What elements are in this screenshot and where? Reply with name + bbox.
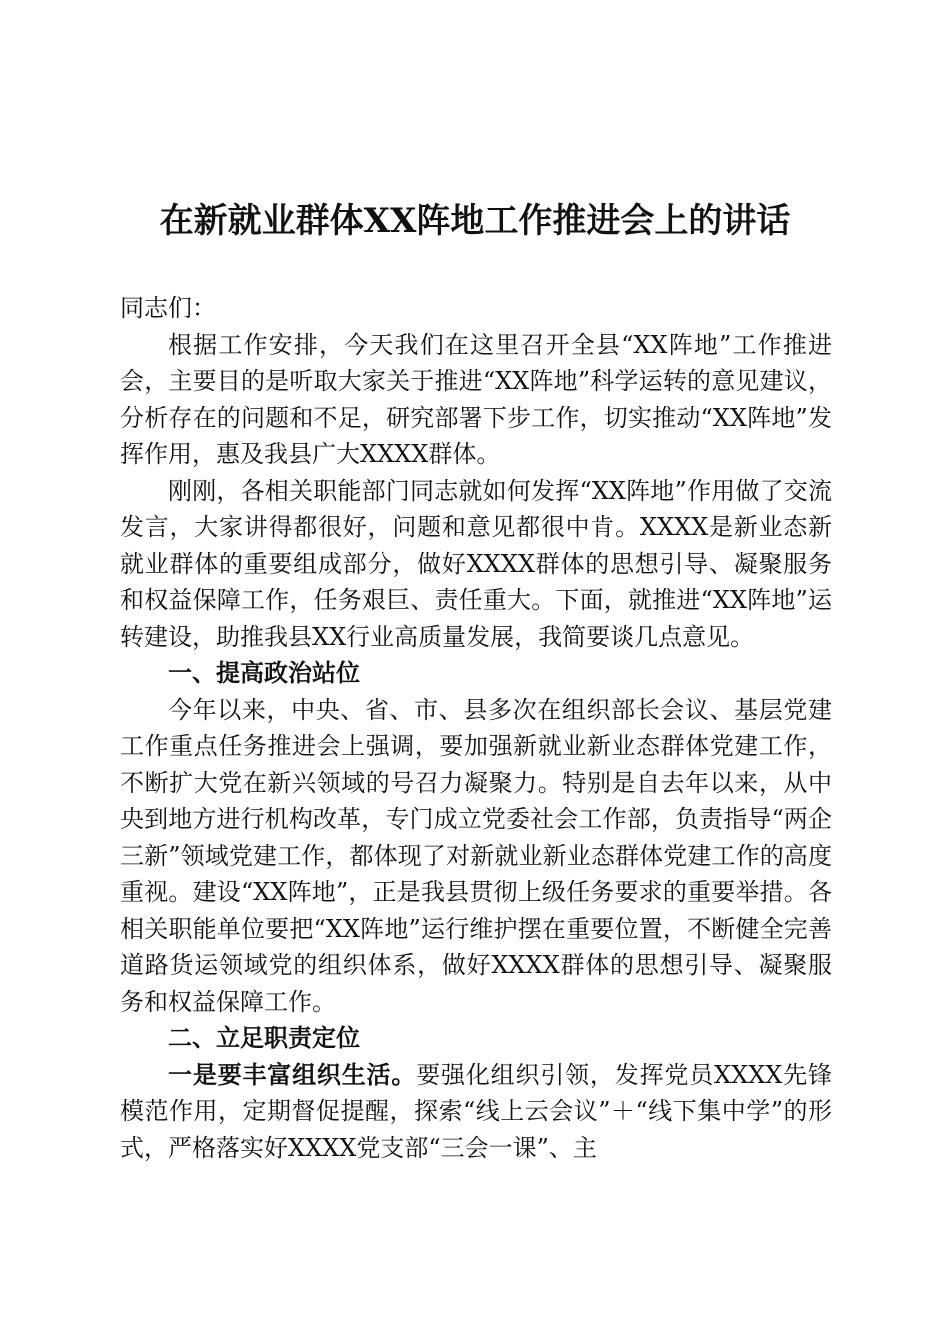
document-title: 在新就业群体XX阵地工作推进会上的讲话 xyxy=(159,201,791,241)
paragraph-intro: 根据工作安排，今天我们在这里召开全县“XX阵地”工作推进会，主要目的是听取大家关于推进“XX阵地”科学运转的意见建议，分析存在的问题和不足，研究部署下步工作，切实推动“XX阵地”发挥作用，惠及我县广大XXXX群体。 xyxy=(120,330,832,468)
section-2-paragraph xyxy=(120,1057,832,1167)
section-1-body: 今年以来，中央、省、市、县多次在组织部长会议、基层党建工作重点任务推进会上强调，要加强新就业新业态群体党建工作，不断扩大党在新兴领域的号召力凝聚力。特别是自去年以来，从中央到地方进行机构改革，专门成立党委社会工作部，负责指导“两企三新”领域党建工作，都体现了对新就业新业态群体党建工作的高度重视。建设“XX阵地”，正是我县贯彻上级任务要求的重要举措。各相关职能单位要把“XX阵地”运行维护摆在重要位置，不断健全完善道路货运领域党的组织体系，做好XXXX群体的思想引导、凝聚服务和权益保障工作。 xyxy=(120,695,832,1016)
salutation: 同志们： xyxy=(120,294,216,322)
paragraph-overview: 刚刚，各相关职能部门同志就如何发挥“XX阵地”作用做了交流发言，大家讲得都很好，问题和意见都很中肯。XXXX是新业态新就业群体的重要组成部分，做好XXXX群体的思想引导、凝聚服务和权益保障工作，任务艰巨、责任重大。下面，就推进“XX阵地”运转建设，助推我县XX行业高质量发展，我简要谈几点意见。 xyxy=(120,476,832,651)
document-body xyxy=(120,290,832,1166)
section-2-body: 要强化组织引领，发挥党员XXXX先锋模范作用，定期督促提醒，探索“线上云会议”＋“线下集中学”的形式，严格落实好XXXX党支部“三会一课”、主 xyxy=(120,1060,833,1162)
section-2-lead: 一是要丰富组织生活。 xyxy=(168,1059,417,1089)
section-heading-2: 二、立足职责定位 xyxy=(168,1024,360,1052)
section-heading-1: 一、提高政治站位 xyxy=(168,659,360,687)
